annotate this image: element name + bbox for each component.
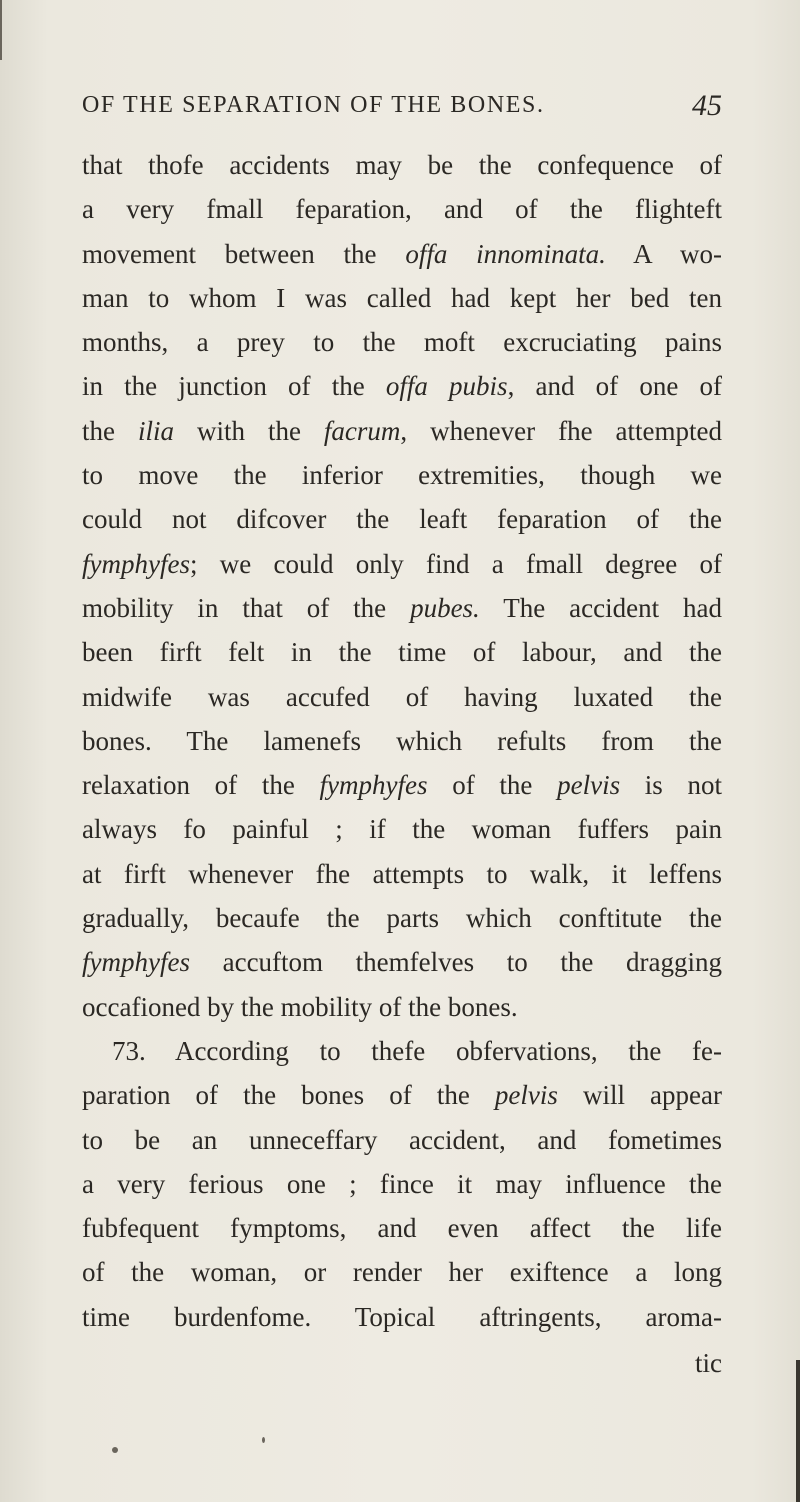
text-run: to be an unneceffary accident, and fometimes <box>82 1124 722 1155</box>
text-run: gradually, becaufe the parts which conftitute the <box>82 903 722 934</box>
text-run: could not difcover the leaft feparation of the <box>82 504 722 535</box>
text-line <box>82 675 722 719</box>
text-run: accuftom themfelves to the dragging <box>189 947 722 978</box>
text-line <box>82 763 722 807</box>
text-run: of the woman, or render her exiftence a long <box>82 1257 722 1288</box>
text-run: midwife was accufed of having luxated the <box>82 681 722 712</box>
text-line <box>82 1206 722 1250</box>
text-run: occafioned by the mobility of the bones. <box>82 991 518 1022</box>
text-line <box>82 719 722 763</box>
text-line <box>82 542 722 586</box>
text-run: is not <box>620 770 722 801</box>
text-run: will appear <box>557 1080 723 1111</box>
text-line <box>82 1295 722 1339</box>
text-line <box>82 187 722 231</box>
text-line <box>82 497 722 541</box>
text-run: of the <box>427 770 558 801</box>
text-run: that thofe accidents may be the confequence of <box>82 150 722 180</box>
text-run: , whenever fhe attempted <box>400 415 722 446</box>
text-line <box>82 364 722 408</box>
text-run: A wo- <box>605 238 722 269</box>
text-run: mobility in that of the <box>82 592 411 623</box>
text-run: with the <box>173 415 324 446</box>
italic-term: offa pubis <box>385 371 508 402</box>
text-line <box>82 143 722 187</box>
text-line <box>82 409 722 453</box>
italic-term: fymphyfes <box>82 548 190 579</box>
text-run: to move the inferior extremities, though we <box>82 460 722 491</box>
page-edge-shadow <box>796 1360 800 1502</box>
ink-speck <box>262 1437 265 1443</box>
text-run: months, a prey to the moft excruciating pains <box>82 327 722 358</box>
italic-term: fymphyfes <box>319 770 428 801</box>
text-run: , and of one of <box>507 371 723 402</box>
running-head-title: OF THE SEPARATION OF THE BONES. <box>82 92 545 118</box>
italic-term: ilia <box>137 415 174 446</box>
text-run: at firft whenever fhe attempts to walk, it leffens <box>82 858 722 889</box>
text-line <box>82 1029 722 1073</box>
page-number: 45 <box>692 89 722 122</box>
text-line <box>82 985 722 1029</box>
text-line <box>82 1118 722 1162</box>
text-run: bones. The lamenefs which refults from the <box>82 725 722 756</box>
text-line <box>82 807 722 851</box>
italic-term: pubes. <box>410 592 480 623</box>
italic-term: pelvis <box>494 1080 558 1111</box>
text-line <box>82 630 722 674</box>
text-line <box>82 1250 722 1294</box>
text-line <box>82 276 722 320</box>
text-run: been firft felt in the time of labour, and the <box>82 637 722 668</box>
text-run: a very ferious one ; fince it may influence the <box>82 1168 722 1199</box>
body-text <box>82 143 722 1385</box>
text-run: a very fmall feparation, and of the flighteft <box>82 194 722 225</box>
text-line <box>82 453 722 497</box>
italic-term: pelvis <box>557 770 621 801</box>
catchword: tic <box>695 1348 722 1379</box>
italic-term: facrum <box>323 415 401 446</box>
italic-term: offa innominata. <box>405 238 606 269</box>
text-line <box>82 940 722 984</box>
text-line <box>82 1162 722 1206</box>
text-run: 73. According to thefe obfervations, the fe- <box>112 1035 722 1066</box>
running-head <box>82 89 722 132</box>
text-line <box>82 320 722 364</box>
ink-speck <box>112 1447 118 1453</box>
text-run: ; we could only find a fmall degree of <box>189 548 722 579</box>
text-run: fubfequent fymptoms, and even affect the life <box>82 1213 722 1244</box>
text-line <box>82 586 722 630</box>
italic-term: fymphyfes <box>82 947 190 978</box>
text-run: paration of the bones of the <box>82 1080 495 1111</box>
text-run: man to whom I was called had kept her bed ten <box>82 282 722 313</box>
text-run: the <box>82 415 138 446</box>
text-run: relaxation of the <box>82 770 320 801</box>
text-run: always fo painful ; if the woman fuffers pain <box>82 814 722 845</box>
text-run: The accident had <box>479 592 722 623</box>
text-line <box>82 1073 722 1117</box>
page-edge-shadow <box>0 0 2 60</box>
text-line <box>82 232 722 276</box>
text-run: movement between the <box>82 238 406 269</box>
text-line <box>82 896 722 940</box>
text-run: in the junction of the <box>82 371 386 402</box>
text-line <box>82 852 722 896</box>
text-run: time burdenfome. Topical aftringents, aroma- <box>82 1301 722 1332</box>
